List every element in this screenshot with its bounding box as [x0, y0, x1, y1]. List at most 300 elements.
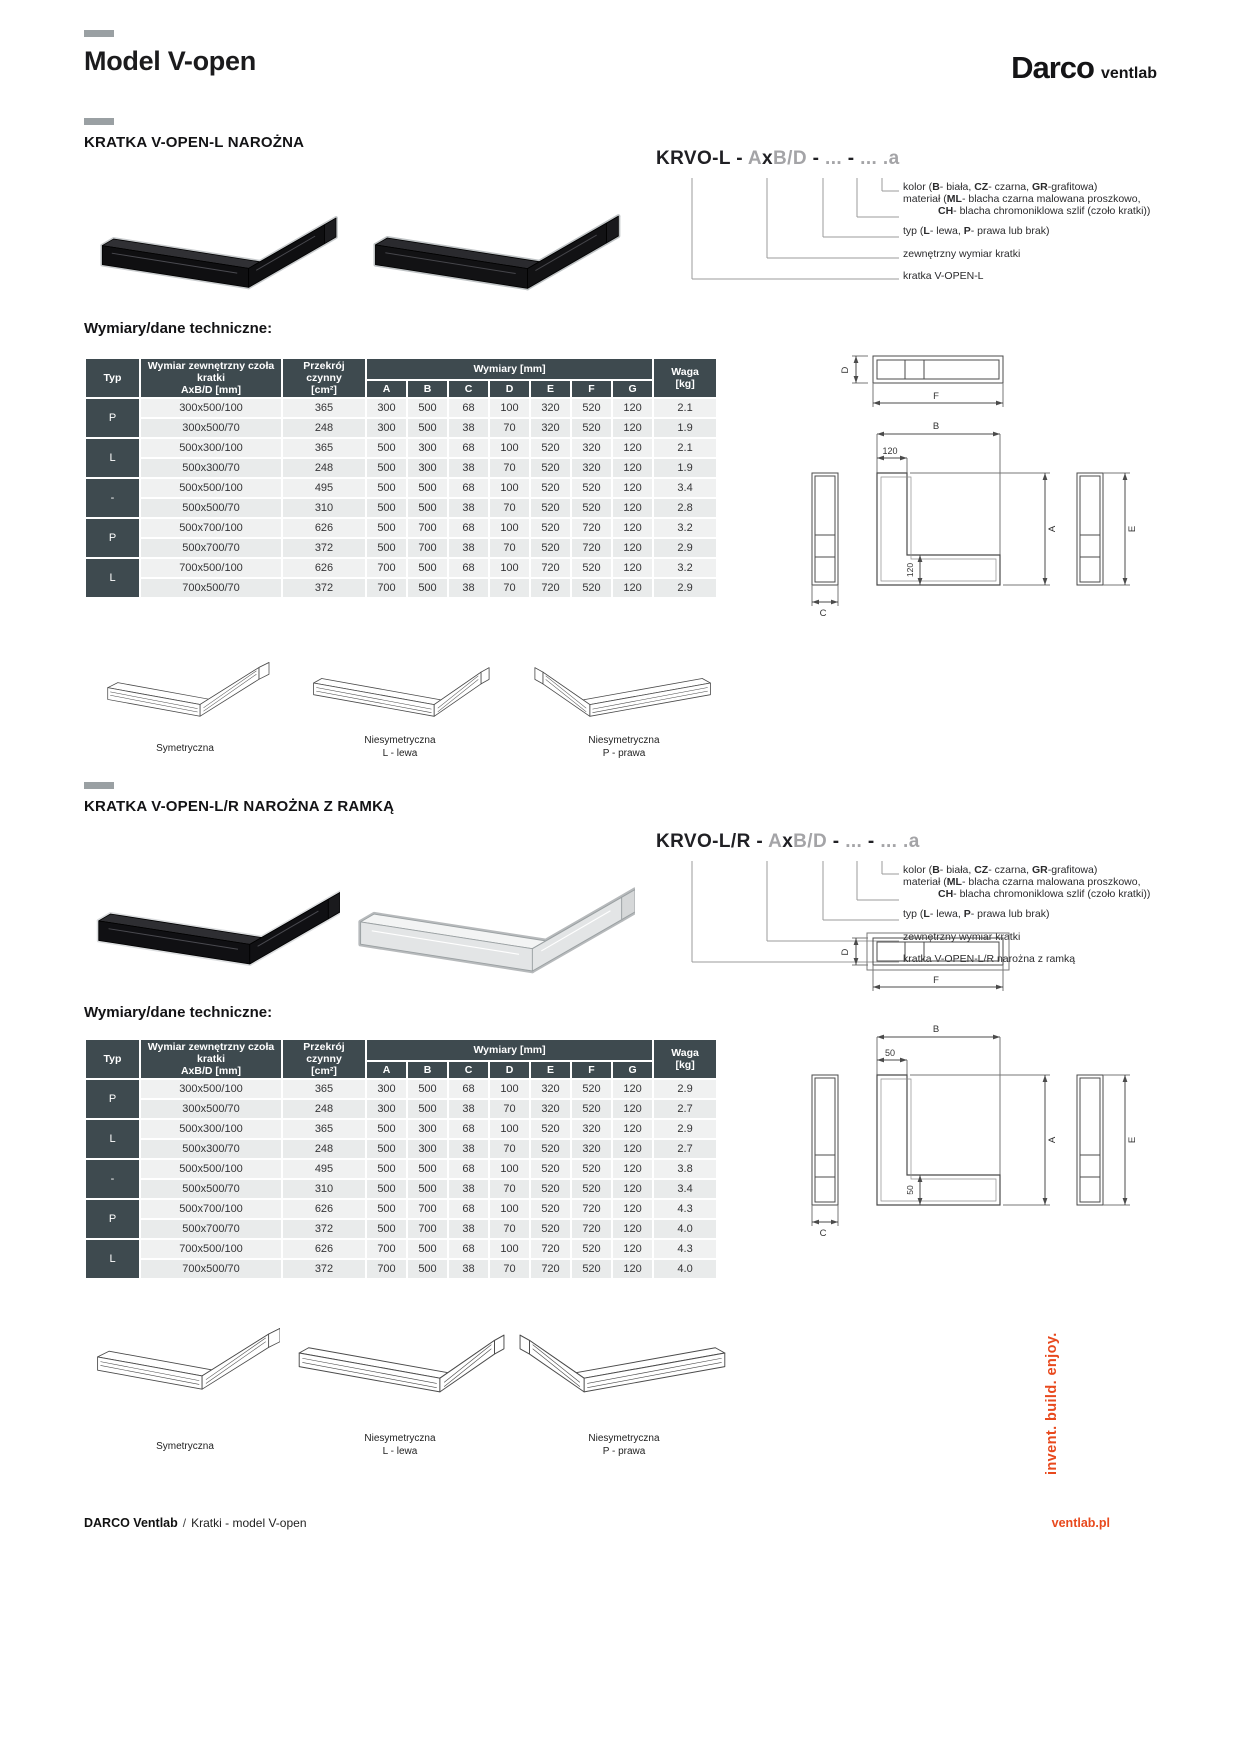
table-cell: 500	[367, 519, 406, 537]
outline-face	[495, 1335, 504, 1354]
col-header-e: E	[531, 1062, 570, 1078]
table-cell: 520	[531, 479, 570, 497]
table-cell: 38	[449, 459, 488, 477]
table-cell: 120	[613, 419, 652, 437]
table-cell: 626	[283, 559, 365, 577]
footer-left	[84, 1516, 307, 1530]
dim-label-e: E	[1127, 525, 1138, 533]
dim-arrowhead	[918, 578, 923, 585]
variant-drawing-L	[295, 1292, 505, 1414]
outline-face	[481, 668, 489, 684]
table-cell: 68	[449, 399, 488, 417]
table-cell: 500	[408, 419, 447, 437]
technical-drawing	[700, 350, 1180, 655]
dim-label-b: B	[932, 421, 940, 432]
legend-item: kratka V-OPEN-L	[903, 270, 984, 282]
table-cell: 500	[408, 1080, 447, 1098]
table-row	[86, 539, 716, 557]
table-cell: 626	[283, 1240, 365, 1258]
table-cell: 70	[490, 419, 529, 437]
table-cell: 500x700/100	[141, 519, 281, 537]
table-cell: 520	[572, 1080, 611, 1098]
side-tagline: invent. build. enjoy.	[1044, 1332, 1060, 1475]
col-header-typ: Typ	[86, 1040, 139, 1078]
typ-cell: P	[86, 399, 139, 437]
variant-caption-line: P - prawa	[602, 1445, 646, 1457]
table-cell: 120	[613, 519, 652, 537]
table-row	[86, 1180, 716, 1198]
table-cell: 500	[367, 1140, 406, 1158]
outline-face	[530, 1340, 585, 1391]
table-cell: 2.9	[654, 1080, 716, 1098]
dim-arrowhead	[854, 958, 859, 965]
variant-drawing-L	[300, 638, 500, 728]
variant-caption-line: Symetryczna	[156, 1441, 214, 1452]
dim-label-offset-top: 50	[884, 1048, 896, 1058]
col-header-c: C	[449, 381, 488, 397]
table-cell: 38	[449, 1260, 488, 1278]
dim-label-offset-top: 120	[882, 446, 898, 456]
product-photo-2	[345, 822, 635, 1004]
table-cell: 372	[283, 579, 365, 597]
table-cell: 1.9	[654, 419, 716, 437]
code-segment: -	[806, 148, 826, 169]
dim-arrowhead	[854, 938, 859, 945]
variant-caption-line: L - lewa	[382, 1445, 418, 1457]
section-heading: KRATKA V-OPEN-L NAROŻNA	[84, 134, 305, 151]
table-cell: 248	[283, 459, 365, 477]
table-cell: 365	[283, 439, 365, 457]
dim-label-c: C	[819, 608, 827, 619]
table-cell: 720	[572, 519, 611, 537]
table-cell: 100	[490, 1120, 529, 1138]
table-cell: 520	[572, 1240, 611, 1258]
table-cell: 500x300/70	[141, 459, 281, 477]
table-cell: 495	[283, 479, 365, 497]
table-cell: 372	[283, 1260, 365, 1278]
dim-arrowhead	[1123, 578, 1128, 585]
variant-drawing-P	[524, 638, 724, 728]
table-cell: 320	[572, 459, 611, 477]
table-row	[86, 579, 716, 597]
table-cell: 68	[449, 1160, 488, 1178]
drawing-rect	[815, 476, 835, 582]
code-segment: ...	[825, 148, 843, 169]
table-cell: 500x500/100	[141, 1160, 281, 1178]
footer-separator: /	[182, 1516, 187, 1530]
drawing-rect	[815, 1078, 835, 1202]
outline-slat	[546, 676, 587, 708]
table-cell: 720	[572, 1220, 611, 1238]
front-view-inner	[877, 360, 999, 379]
dim-label-a: A	[1047, 525, 1058, 533]
corner-grille-inner	[881, 1079, 996, 1201]
table-cell: 520	[572, 499, 611, 517]
table-cell: 500	[367, 459, 406, 477]
table-cell: 68	[449, 559, 488, 577]
table-row	[86, 1200, 716, 1218]
legend-item: CH- blacha chromoniklowa szlif (czoło kratki))	[938, 888, 1151, 900]
outline-slat	[546, 679, 587, 711]
table-cell: 700	[408, 519, 447, 537]
spec-table	[84, 357, 718, 599]
col-header-cross-section: Przekrój czynny [cm²]	[283, 359, 365, 397]
table-cell: 70	[490, 1180, 529, 1198]
col-header-f: F	[572, 381, 611, 397]
table-cell: 520	[531, 1220, 570, 1238]
table-cell: 500	[408, 1260, 447, 1278]
table-cell: 68	[449, 1240, 488, 1258]
table-cell: 68	[449, 479, 488, 497]
col-header-dimensions-group: Wymiary [mm]	[367, 1040, 652, 1060]
dim-arrowhead	[831, 1220, 838, 1225]
table-cell: 500x500/70	[141, 1180, 281, 1198]
code-segment: -	[862, 831, 881, 852]
variant-drawing-P	[519, 1292, 729, 1414]
outline-slat	[203, 671, 256, 708]
table-cell: 300	[408, 439, 447, 457]
variant-caption-line: Niesymetryczna	[588, 735, 660, 746]
col-header-dimension: Wymiar zewnętrzny czoła kratki AxB/D [mm]	[141, 1040, 281, 1078]
dim-label-b: B	[932, 1024, 940, 1035]
col-header-g: G	[613, 1062, 652, 1078]
table-cell: 120	[613, 459, 652, 477]
table-row	[86, 399, 716, 417]
dim-arrowhead	[1043, 1198, 1048, 1205]
table-cell: 720	[531, 1260, 570, 1278]
dim-arrowhead	[877, 1035, 884, 1040]
typ-cell: L	[86, 559, 139, 597]
table-cell: 120	[613, 1140, 652, 1158]
table-cell: 100	[490, 439, 529, 457]
table-cell: 500	[367, 539, 406, 557]
product-photo-1	[85, 822, 340, 1004]
table-row	[86, 1160, 716, 1178]
dim-arrowhead	[831, 600, 838, 605]
outline-face	[259, 662, 269, 679]
variant-caption	[95, 743, 275, 756]
table-cell: 120	[613, 1220, 652, 1238]
dim-arrowhead	[993, 1035, 1000, 1040]
outline-face	[202, 1334, 269, 1389]
col-header-weight: Waga [kg]	[654, 1040, 716, 1078]
table-cell: 500	[408, 1180, 447, 1198]
table-cell: 520	[572, 479, 611, 497]
table-cell: 2.9	[654, 1120, 716, 1138]
outline-face	[543, 672, 590, 716]
variant-caption	[300, 735, 500, 760]
table-cell: 700x500/100	[141, 1240, 281, 1258]
table-cell: 120	[613, 1180, 652, 1198]
typ-cell: L	[86, 1120, 139, 1158]
grille-face-armFront	[528, 223, 607, 288]
table-cell: 520	[531, 539, 570, 557]
table-cell: 520	[572, 579, 611, 597]
table-cell: 520	[572, 1160, 611, 1178]
code-segment: KRVO-L/R -	[656, 831, 769, 852]
table-cell: 38	[449, 1180, 488, 1198]
legend-item: materiał (ML- blacha czarna malowana proszkowo,	[903, 876, 1141, 888]
legend-item: kratka V-OPEN-L/R narożna z ramką	[903, 953, 1076, 965]
corner-grille-profile	[877, 1075, 1000, 1205]
table-cell: 120	[613, 1240, 652, 1258]
table-cell: 500	[408, 1240, 447, 1258]
table-cell: 700	[408, 539, 447, 557]
product-photo-1	[85, 162, 340, 314]
table-row	[86, 439, 716, 457]
table-cell: 320	[572, 439, 611, 457]
table-cell: 70	[490, 459, 529, 477]
outline-slat	[438, 676, 479, 708]
table-cell: 4.3	[654, 1200, 716, 1218]
typ-cell: L	[86, 439, 139, 477]
table-cell: 520	[531, 1180, 570, 1198]
dim-arrowhead	[900, 1058, 907, 1063]
table-cell: 500	[408, 1160, 447, 1178]
table-cell: 300x500/100	[141, 399, 281, 417]
table-cell: 520	[572, 399, 611, 417]
brand-logo	[1011, 50, 1157, 86]
table-cell: 300	[367, 399, 406, 417]
table-cell: 500x700/70	[141, 539, 281, 557]
table-cell: 120	[613, 559, 652, 577]
col-header-c: C	[449, 1062, 488, 1078]
code-segment: ... .	[880, 831, 909, 852]
table-cell: 38	[449, 539, 488, 557]
code-segment: x	[782, 831, 794, 852]
outline-slat	[444, 1345, 491, 1383]
variant-caption	[295, 1433, 505, 1458]
dim-label-d: D	[840, 366, 851, 374]
typ-cell: P	[86, 1200, 139, 1238]
legend-item: zewnętrzny wymiar kratki	[903, 248, 1021, 260]
dim-arrowhead	[1123, 1075, 1128, 1082]
col-header-cross-section: Przekrój czynny [cm²]	[283, 1040, 365, 1078]
corner-grille-inner	[881, 477, 996, 581]
table-cell: 520	[531, 1140, 570, 1158]
variant-drawing-sym	[90, 1300, 280, 1410]
table-cell: 720	[531, 1240, 570, 1258]
typ-cell: -	[86, 1160, 139, 1198]
outline-face	[440, 1340, 495, 1391]
variant-caption-line: Niesymetryczna	[364, 1433, 436, 1444]
code-segment: B/D	[793, 831, 828, 852]
col-header-weight: Waga [kg]	[654, 359, 716, 397]
table-cell: 720	[572, 539, 611, 557]
table-cell: 520	[531, 439, 570, 457]
table-row	[86, 459, 716, 477]
table-cell: 495	[283, 1160, 365, 1178]
code-segment: B/D	[773, 148, 807, 169]
table-cell: 500	[367, 439, 406, 457]
table-heading: Wymiary/dane techniczne:	[84, 1004, 273, 1021]
table-cell: 500x300/70	[141, 1140, 281, 1158]
table-cell: 120	[613, 399, 652, 417]
table-cell: 520	[531, 1200, 570, 1218]
code-segment: ...	[845, 831, 863, 852]
code-segment: x	[762, 148, 774, 169]
table-cell: 120	[613, 1100, 652, 1118]
variant-caption-line: Niesymetryczna	[588, 1433, 660, 1444]
dim-arrowhead	[1123, 1198, 1128, 1205]
table-cell: 120	[613, 1120, 652, 1138]
table-cell: 500x300/100	[141, 1120, 281, 1138]
table-cell: 70	[490, 539, 529, 557]
table-cell: 500	[367, 499, 406, 517]
table-cell: 372	[283, 1220, 365, 1238]
technical-drawing	[700, 930, 1180, 1265]
table-cell: 700x500/70	[141, 1260, 281, 1278]
front-view-inner	[877, 942, 999, 961]
side-view-right	[1077, 473, 1103, 585]
table-cell: 68	[449, 1080, 488, 1098]
typ-cell: -	[86, 479, 139, 517]
dim-arrowhead	[854, 356, 859, 363]
table-cell: 120	[613, 1260, 652, 1278]
outline-slat	[203, 674, 256, 711]
footer-site-link[interactable]: ventlab.pl	[1051, 1516, 1110, 1530]
dim-arrowhead	[873, 985, 880, 990]
table-cell: 500	[367, 1200, 406, 1218]
decorative-bar	[84, 782, 114, 789]
decorative-bar	[84, 30, 114, 37]
table-cell: 38	[449, 419, 488, 437]
table-cell: 700	[367, 559, 406, 577]
dim-arrowhead	[1123, 473, 1128, 480]
table-cell: 68	[449, 439, 488, 457]
table-cell: 120	[613, 539, 652, 557]
code-segment: A	[768, 831, 783, 852]
col-header-b: B	[408, 1062, 447, 1078]
dim-label-a: A	[1047, 1136, 1058, 1144]
variant-caption-line: Symetryczna	[156, 743, 214, 754]
table-cell: 500	[367, 1160, 406, 1178]
table-cell: 2.7	[654, 1140, 716, 1158]
table-cell: 500	[367, 1120, 406, 1138]
table-cell: 300	[367, 419, 406, 437]
table-cell: 320	[572, 1140, 611, 1158]
code-segment: KRVO-L -	[656, 148, 748, 169]
table-cell: 500	[408, 399, 447, 417]
table-cell: 500	[408, 479, 447, 497]
outline-face	[269, 1328, 280, 1347]
table-cell: 248	[283, 419, 365, 437]
table-cell: 120	[613, 1080, 652, 1098]
dim-arrowhead	[877, 1058, 884, 1063]
table-cell: 120	[613, 499, 652, 517]
table-cell: 68	[449, 1200, 488, 1218]
table-row	[86, 1100, 716, 1118]
variant-caption	[90, 1441, 280, 1454]
legend-item: typ (L- lewa, P- prawa lub brak)	[903, 908, 1050, 920]
table-cell: 365	[283, 1120, 365, 1138]
footer-brand: DARCO Ventlab	[84, 1516, 178, 1530]
table-cell: 500x500/100	[141, 479, 281, 497]
table-cell: 120	[613, 1160, 652, 1178]
code-segment: -	[827, 831, 846, 852]
table-cell: 700	[367, 1240, 406, 1258]
table-cell: 100	[490, 479, 529, 497]
table-cell: 300x500/70	[141, 419, 281, 437]
corner-grille-profile	[877, 473, 1000, 585]
table-cell: 500x500/70	[141, 499, 281, 517]
col-header-a: A	[367, 1062, 406, 1078]
outline-slat	[533, 1345, 580, 1383]
table-cell: 300x500/70	[141, 1100, 281, 1118]
side-view-right	[1077, 1075, 1103, 1205]
table-cell: 38	[449, 1140, 488, 1158]
table-cell: 320	[531, 399, 570, 417]
table-row	[86, 519, 716, 537]
table-cell: 626	[283, 519, 365, 537]
table-cell: 500x700/70	[141, 1220, 281, 1238]
product-photo-2	[345, 158, 635, 316]
table-cell: 70	[490, 1260, 529, 1278]
table-cell: 3.4	[654, 1180, 716, 1198]
table-cell: 365	[283, 399, 365, 417]
table-cell: 100	[490, 1160, 529, 1178]
outline-grille	[108, 662, 269, 716]
dim-label-e: E	[1127, 1136, 1138, 1144]
table-cell: 70	[490, 499, 529, 517]
dim-arrowhead	[854, 376, 859, 383]
table-cell: 700	[408, 1220, 447, 1238]
table-cell: 248	[283, 1100, 365, 1118]
table-cell: 2.8	[654, 499, 716, 517]
side-view-left	[812, 1075, 838, 1205]
decorative-bar	[84, 118, 114, 125]
table-row	[86, 1220, 716, 1238]
typ-cell: P	[86, 519, 139, 557]
table-cell: 372	[283, 539, 365, 557]
col-header-f: F	[572, 1062, 611, 1078]
table-row	[86, 1080, 716, 1098]
section-heading: KRATKA V-OPEN-L/R NAROŻNA Z RAMKĄ	[84, 798, 395, 815]
table-row	[86, 1120, 716, 1138]
table-cell: 500x300/100	[141, 439, 281, 457]
table-cell: 38	[449, 499, 488, 517]
table-cell: 120	[613, 579, 652, 597]
table-cell: 120	[613, 439, 652, 457]
table-cell: 3.8	[654, 1160, 716, 1178]
table-cell: 100	[490, 559, 529, 577]
outline-grille	[535, 668, 711, 717]
table-cell: 500	[408, 579, 447, 597]
table-cell: 2.7	[654, 1100, 716, 1118]
grille-face-armFront	[250, 899, 328, 964]
dim-arrowhead	[996, 401, 1003, 406]
table-cell: 520	[572, 1100, 611, 1118]
table-row	[86, 499, 716, 517]
table-cell: 520	[531, 519, 570, 537]
table-cell: 500	[408, 559, 447, 577]
grille-face-armFront	[249, 225, 325, 288]
dim-arrowhead	[918, 555, 923, 562]
table-cell: 100	[490, 1240, 529, 1258]
legend-item: kolor (B- biała, CZ- czarna, GR-grafitowa)	[903, 864, 1098, 876]
variant-caption	[524, 735, 724, 760]
outline-grille	[299, 1335, 504, 1392]
dim-arrowhead	[918, 1175, 923, 1182]
table-cell: 300	[408, 1140, 447, 1158]
code-segment: a	[888, 148, 900, 169]
table-cell: 320	[572, 1120, 611, 1138]
table-cell: 70	[490, 1100, 529, 1118]
col-header-e: E	[531, 381, 570, 397]
table-heading: Wymiary/dane techniczne:	[84, 320, 273, 337]
spec-table	[84, 1038, 718, 1280]
table-cell: 500x700/100	[141, 1200, 281, 1218]
